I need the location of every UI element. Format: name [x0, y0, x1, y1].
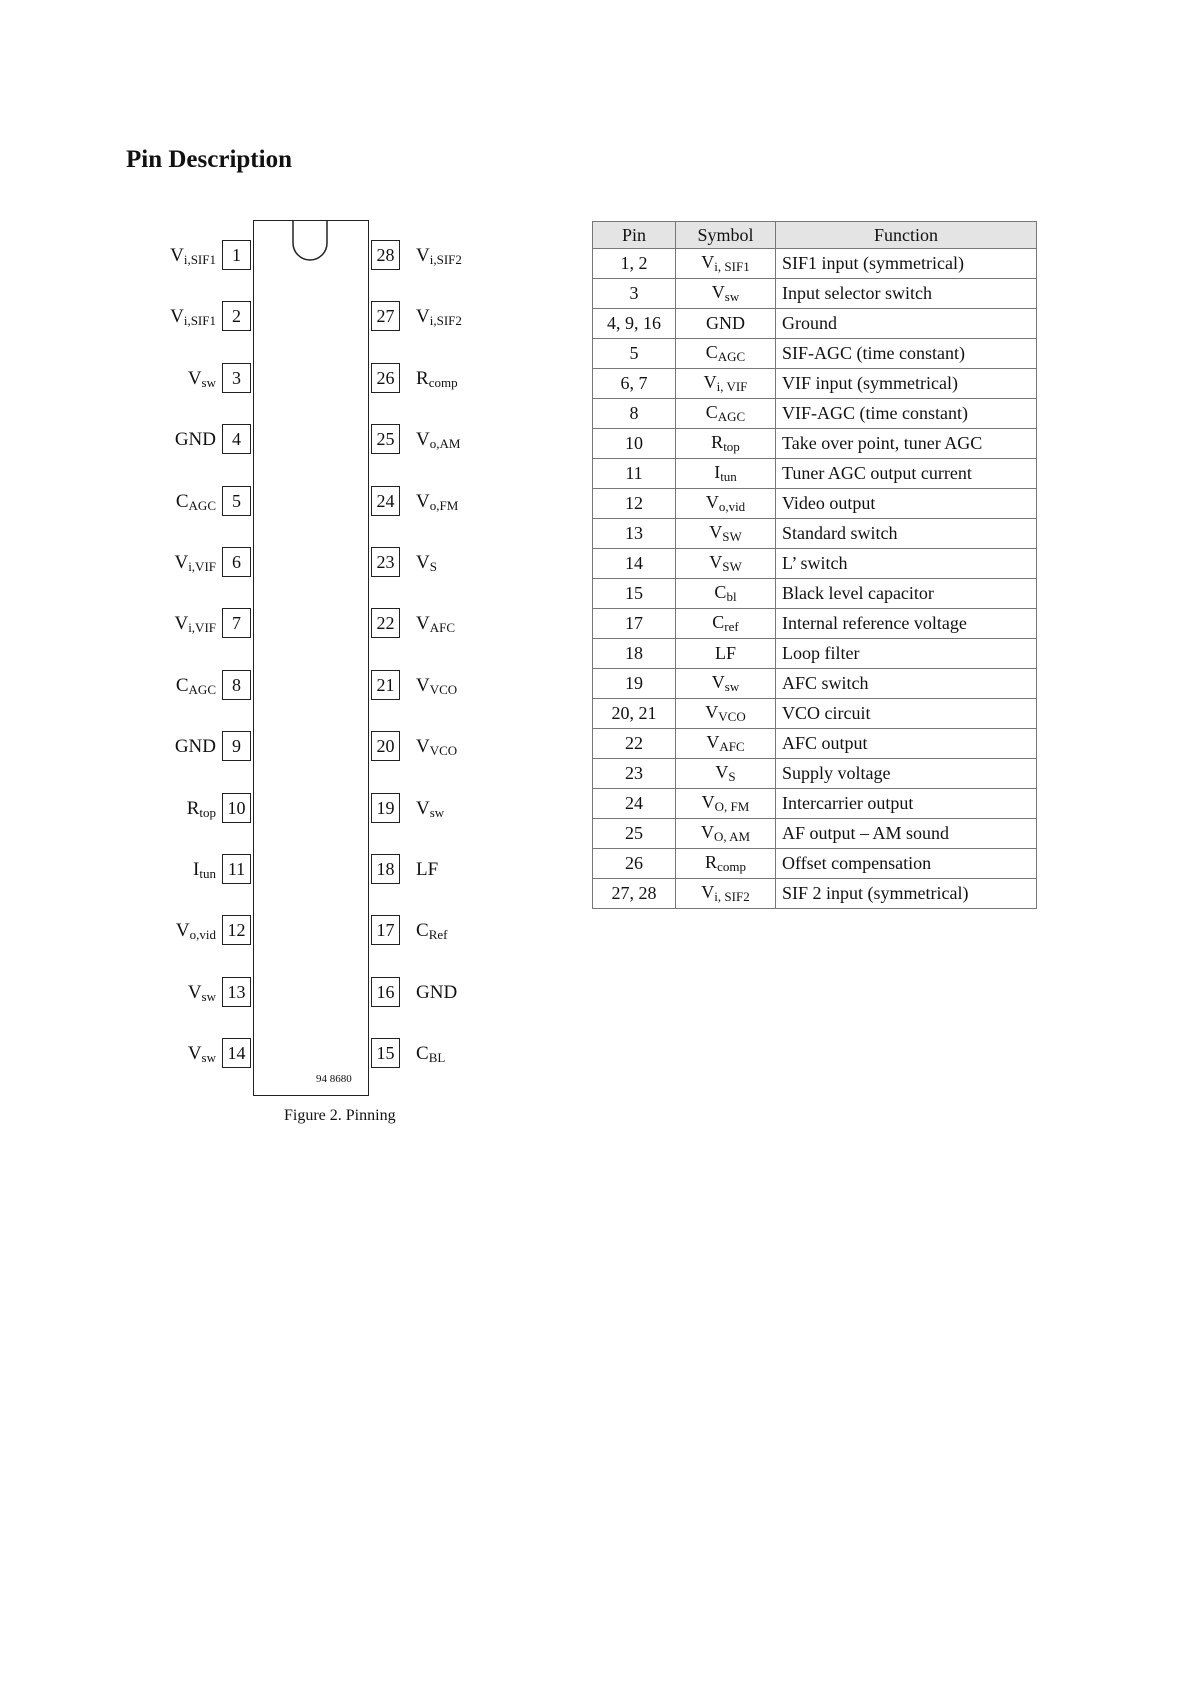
pin-5-label [126, 492, 216, 512]
page-heading: Pin Description [126, 146, 292, 173]
symbol-main: V [701, 792, 715, 812]
symbol-main: C [712, 612, 725, 632]
cell-function: AF output – AM sound [776, 819, 1037, 849]
symbol-main: V [715, 762, 729, 782]
pin-symbol-subscript: o,FM [429, 498, 459, 513]
symbol-subscript: o,vid [718, 499, 746, 514]
pin-11-number-box: 11 [222, 854, 251, 884]
symbol-subscript: S [728, 769, 736, 784]
symbol-subscript: bl [726, 589, 737, 604]
cell-symbol [676, 849, 776, 879]
cell-symbol [676, 369, 776, 399]
pin-symbol-subscript: AGC [188, 682, 216, 697]
table-row [593, 669, 1037, 699]
pin-symbol: C [416, 1043, 429, 1064]
pin-16-number-box: 16 [371, 977, 400, 1007]
table-row [593, 729, 1037, 759]
cell-pin: 19 [593, 669, 676, 699]
pin-symbol-subscript: AFC [429, 620, 456, 635]
pin-symbol-subscript: AGC [188, 498, 216, 513]
symbol-subscript: O, FM [714, 799, 750, 814]
table-row [593, 759, 1037, 789]
pin-symbol-subscript: o,vid [189, 927, 216, 942]
symbol-main: GND [706, 313, 745, 333]
header-pin: Pin [593, 222, 676, 249]
cell-pin: 17 [593, 609, 676, 639]
pin-3-number-box: 3 [222, 363, 251, 393]
pin-15-label [416, 1044, 445, 1064]
cell-pin: 13 [593, 519, 676, 549]
pin-13-number-box: 13 [222, 977, 251, 1007]
symbol-main: LF [714, 643, 736, 663]
pin-9-label [126, 737, 216, 756]
pin-13-label [126, 983, 216, 1003]
symbol-main: C [705, 342, 718, 362]
pin-2-number-box: 2 [222, 301, 251, 331]
table-row [593, 819, 1037, 849]
pin-22-number-box: 22 [371, 608, 400, 638]
cell-pin: 5 [593, 339, 676, 369]
pin-16-label [416, 983, 457, 1002]
pin-symbol-subscript: i,SIF2 [429, 313, 462, 328]
pin-symbol: GND [416, 982, 458, 1003]
pin-symbol: GND [174, 429, 216, 450]
ic-package-outline [253, 220, 369, 1096]
symbol-subscript: sw [724, 289, 740, 304]
pin-symbol: V [175, 920, 190, 941]
table-row [593, 249, 1037, 279]
symbol-main: R [705, 852, 718, 872]
pin-symbol: V [187, 982, 202, 1003]
cell-pin: 8 [593, 399, 676, 429]
pin-6-label [126, 553, 216, 573]
table-row [593, 489, 1037, 519]
symbol-main: V [706, 732, 720, 752]
pin-symbol: V [416, 675, 430, 696]
pin-25-number-box: 25 [371, 424, 400, 454]
pin-14-label [126, 1044, 216, 1064]
pin-symbol-subscript: Ref [428, 927, 448, 942]
pin-symbol: V [416, 306, 430, 327]
pin-18-label [416, 860, 438, 879]
cell-symbol [676, 339, 776, 369]
pin-10-number-box: 10 [222, 793, 251, 823]
table-row [593, 879, 1037, 909]
symbol-subscript: ref [724, 619, 739, 634]
cell-function: VIF input (symmetrical) [776, 369, 1037, 399]
pin-symbol: GND [174, 736, 216, 757]
pin-12-number-box: 12 [222, 915, 251, 945]
symbol-subscript: O, AM [713, 829, 751, 844]
cell-function: Loop filter [776, 639, 1037, 669]
cell-function: Standard switch [776, 519, 1037, 549]
pin-27-label [416, 307, 462, 327]
cell-pin: 15 [593, 579, 676, 609]
table-row [593, 339, 1037, 369]
pin-8-number-box: 8 [222, 670, 251, 700]
pin-symbol: V [416, 552, 430, 573]
symbol-main: V [705, 702, 719, 722]
cell-function: SIF1 input (symmetrical) [776, 249, 1037, 279]
pin-24-label [416, 492, 458, 512]
table-row [593, 549, 1037, 579]
pin-11-label [126, 860, 216, 880]
pin-27-number-box: 27 [371, 301, 400, 331]
cell-symbol [676, 429, 776, 459]
pin-symbol-subscript: VCO [429, 682, 458, 697]
cell-function: Internal reference voltage [776, 609, 1037, 639]
pin-symbol: V [416, 245, 430, 266]
symbol-main: V [709, 522, 723, 542]
cell-function: L’ switch [776, 549, 1037, 579]
pin-20-label [416, 737, 457, 757]
cell-pin: 11 [593, 459, 676, 489]
cell-symbol [676, 759, 776, 789]
cell-pin: 14 [593, 549, 676, 579]
cell-pin: 18 [593, 639, 676, 669]
cell-pin: 27, 28 [593, 879, 676, 909]
pin-12-label [126, 921, 216, 941]
table-row [593, 429, 1037, 459]
pin-4-number-box: 4 [222, 424, 251, 454]
pin-14-number-box: 14 [222, 1038, 251, 1068]
pin-20-number-box: 20 [371, 731, 400, 761]
pin-6-number-box: 6 [222, 547, 251, 577]
pin-symbol-subscript: S [429, 559, 437, 574]
symbol-subscript: SW [722, 559, 742, 574]
pin-symbol-subscript: i,VIF [188, 620, 216, 635]
table-row [593, 849, 1037, 879]
cell-symbol [676, 309, 776, 339]
cell-function: Supply voltage [776, 759, 1037, 789]
pin-17-number-box: 17 [371, 915, 400, 945]
package-notch-icon [292, 221, 328, 265]
pin-3-label [126, 369, 216, 389]
cell-symbol [676, 459, 776, 489]
cell-function: Intercarrier output [776, 789, 1037, 819]
pin-symbol-subscript: o,AM [429, 436, 461, 451]
pin-table [592, 221, 1037, 909]
cell-symbol [676, 669, 776, 699]
table-row [593, 639, 1037, 669]
symbol-subscript: AGC [717, 409, 746, 424]
figure-caption: Figure 2. Pinning [284, 1107, 396, 1124]
cell-pin: 23 [593, 759, 676, 789]
pin-25-label [416, 430, 460, 450]
pin-symbol-subscript: sw [201, 989, 216, 1004]
cell-symbol [676, 879, 776, 909]
pin-28-label [416, 246, 462, 266]
cell-function: VIF-AGC (time constant) [776, 399, 1037, 429]
symbol-subscript: i, VIF [716, 379, 748, 394]
cell-symbol [676, 609, 776, 639]
pin-24-number-box: 24 [371, 486, 400, 516]
cell-function: Take over point, tuner AGC [776, 429, 1037, 459]
cell-symbol [676, 639, 776, 669]
cell-pin: 4, 9, 16 [593, 309, 676, 339]
symbol-subscript: top [723, 439, 740, 454]
cell-symbol [676, 519, 776, 549]
pin-symbol: V [170, 306, 184, 327]
pin-2-label [126, 307, 216, 327]
table-row [593, 699, 1037, 729]
cell-symbol [676, 549, 776, 579]
symbol-subscript: AGC [717, 349, 746, 364]
cell-symbol [676, 579, 776, 609]
pin-21-number-box: 21 [371, 670, 400, 700]
table-row [593, 609, 1037, 639]
cell-pin: 22 [593, 729, 676, 759]
symbol-main: V [709, 552, 723, 572]
table-row [593, 399, 1037, 429]
header-symbol: Symbol [676, 222, 776, 249]
table-row [593, 279, 1037, 309]
pin-symbol: V [187, 1043, 202, 1064]
pin-23-number-box: 23 [371, 547, 400, 577]
pin-1-number-box: 1 [222, 240, 251, 270]
cell-pin: 1, 2 [593, 249, 676, 279]
cell-pin: 3 [593, 279, 676, 309]
symbol-subscript: SW [722, 529, 742, 544]
pin-10-label [126, 799, 216, 819]
cell-pin: 20, 21 [593, 699, 676, 729]
pin-8-label [126, 676, 216, 696]
cell-symbol [676, 279, 776, 309]
pin-symbol: V [416, 491, 430, 512]
symbol-main: V [711, 672, 725, 692]
pin-symbol-subscript: BL [428, 1050, 446, 1065]
symbol-subscript: i, SIF1 [714, 259, 750, 274]
pin-symbol: I [193, 859, 200, 880]
pin-symbol-subscript: VCO [429, 743, 458, 758]
pin-symbol: V [416, 613, 430, 634]
cell-symbol [676, 489, 776, 519]
pin-9-number-box: 9 [222, 731, 251, 761]
pin-28-number-box: 28 [371, 240, 400, 270]
symbol-main: C [714, 582, 727, 602]
pin-symbol: V [416, 429, 430, 450]
pin-5-number-box: 5 [222, 486, 251, 516]
pin-symbol-subscript: sw [201, 1050, 216, 1065]
pin-19-label [416, 799, 444, 819]
cell-function: AFC output [776, 729, 1037, 759]
pin-23-label [416, 553, 437, 573]
cell-symbol [676, 249, 776, 279]
header-function: Function [776, 222, 1037, 249]
cell-function: Tuner AGC output current [776, 459, 1037, 489]
pin-21-label [416, 676, 457, 696]
cell-pin: 24 [593, 789, 676, 819]
symbol-main: V [705, 492, 719, 512]
table-row [593, 519, 1037, 549]
symbol-main: I [714, 462, 721, 482]
pin-symbol: V [416, 736, 430, 757]
symbol-main: V [703, 372, 717, 392]
cell-function: SIF-AGC (time constant) [776, 339, 1037, 369]
cell-function: Black level capacitor [776, 579, 1037, 609]
symbol-main: V [701, 252, 715, 272]
pin-1-label [126, 246, 216, 266]
symbol-main: R [711, 432, 724, 452]
table-row [593, 309, 1037, 339]
pin-symbol: V [416, 798, 430, 819]
symbol-main: V [700, 822, 714, 842]
cell-function: SIF 2 input (symmetrical) [776, 879, 1037, 909]
pin-22-label [416, 614, 455, 634]
table-row [593, 789, 1037, 819]
cell-function: AFC switch [776, 669, 1037, 699]
table-header-row [593, 222, 1037, 249]
pin-7-label [126, 614, 216, 634]
pin-7-number-box: 7 [222, 608, 251, 638]
symbol-main: C [705, 402, 718, 422]
cell-function: Ground [776, 309, 1037, 339]
pin-symbol-subscript: i,SIF1 [183, 313, 216, 328]
pin-15-number-box: 15 [371, 1038, 400, 1068]
pin-26-number-box: 26 [371, 363, 400, 393]
cell-symbol [676, 729, 776, 759]
pin-symbol-subscript: comp [428, 375, 458, 390]
pin-symbol: C [175, 675, 189, 696]
cell-pin: 26 [593, 849, 676, 879]
cell-function: VCO circuit [776, 699, 1037, 729]
cell-pin: 10 [593, 429, 676, 459]
pin-symbol: V [187, 368, 202, 389]
symbol-subscript: comp [717, 859, 746, 874]
table-row [593, 369, 1037, 399]
cell-pin: 12 [593, 489, 676, 519]
pin-symbol: C [175, 491, 189, 512]
pin-symbol: V [174, 613, 189, 634]
symbol-subscript: i, SIF2 [714, 889, 750, 904]
pin-symbol-subscript: sw [429, 805, 445, 820]
pin-26-label [416, 369, 458, 389]
cell-function: Offset compensation [776, 849, 1037, 879]
cell-symbol [676, 699, 776, 729]
cell-symbol [676, 819, 776, 849]
cell-pin: 25 [593, 819, 676, 849]
table-row [593, 459, 1037, 489]
symbol-main: V [711, 282, 725, 302]
pin-symbol-subscript: top [199, 805, 216, 820]
cell-symbol [676, 789, 776, 819]
symbol-subscript: AFC [719, 739, 745, 754]
drawing-id: 94 8680 [316, 1073, 352, 1085]
pin-symbol: C [416, 920, 429, 941]
pin-symbol: V [174, 552, 189, 573]
pin-18-number-box: 18 [371, 854, 400, 884]
pin-symbol: R [186, 798, 200, 819]
pin-4-label [126, 430, 216, 449]
pin-symbol: R [416, 368, 429, 389]
cell-function: Input selector switch [776, 279, 1037, 309]
cell-function: Video output [776, 489, 1037, 519]
pin-19-number-box: 19 [371, 793, 400, 823]
cell-symbol [676, 399, 776, 429]
pin-symbol: LF [416, 859, 439, 880]
pin-symbol-subscript: tun [199, 866, 216, 881]
symbol-subscript: sw [724, 679, 740, 694]
pin-symbol-subscript: i,VIF [188, 559, 216, 574]
symbol-subscript: tun [720, 469, 737, 484]
pin-symbol-subscript: sw [201, 375, 216, 390]
symbol-subscript: VCO [718, 709, 746, 724]
pin-symbol-subscript: i,SIF2 [429, 252, 462, 267]
symbol-main: V [701, 882, 715, 902]
table-row [593, 579, 1037, 609]
pin-symbol-subscript: i,SIF1 [183, 252, 216, 267]
pin-symbol: V [170, 245, 184, 266]
pin-17-label [416, 921, 447, 941]
cell-pin: 6, 7 [593, 369, 676, 399]
